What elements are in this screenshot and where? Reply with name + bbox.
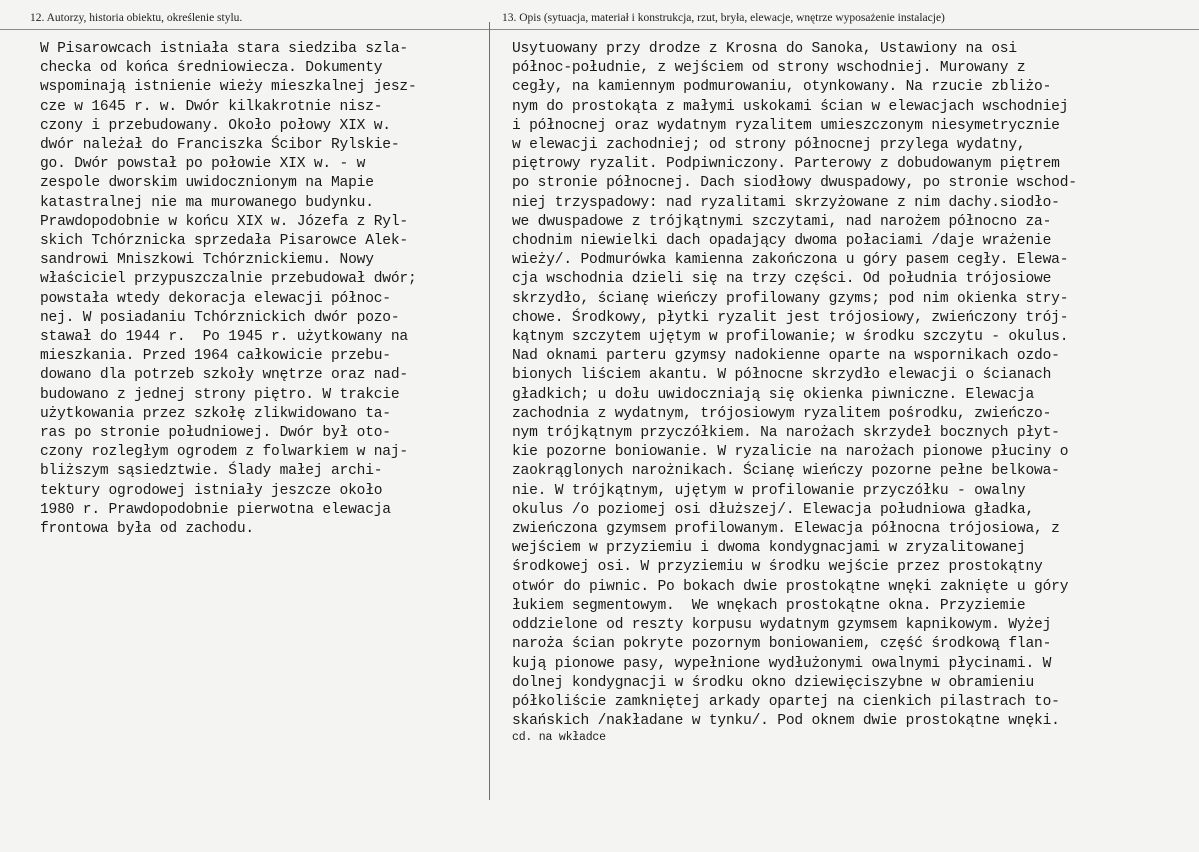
description-line: po stronie północnej. Dach siodłowy dwuspadowy, po stronie wschod- [512, 175, 1077, 192]
history-line: zespole dworskim uwidocznionym na Mapie [40, 175, 374, 192]
history-line: właściciel przypuszczalnie przebudował dwór; [40, 271, 417, 288]
description-line: chowe. Środkowy, płytki ryzalit jest trójosiowy, zwieńczony trój- [512, 309, 1069, 326]
history-line: Prawdopodobnie w końcu XIX w. Józefa z Ryl- [40, 213, 408, 230]
history-line: ras po stronie południowej. Dwór był oto- [40, 425, 391, 442]
description-line: łukiem segmentowym. We wnękach prostokątne okna. Przyziemie [512, 597, 1026, 614]
continuation-note: cd. na wkładce [512, 731, 606, 745]
description-line: kie pozorne boniowanie. W ryzalicie na narożach pionowe płuciny o [512, 444, 1069, 461]
description-line: wieży/. Podmurówka kamienna zakończona u góry pasem cegły. Elewa- [512, 252, 1069, 269]
description-line: zaokrąglonych narożnikach. Ścianę wieńczy pozorne pełne belkowa- [512, 463, 1060, 480]
history-line: stawał do 1944 r. Po 1945 r. użytkowany na [40, 329, 408, 346]
description-line: kują pionowe pasy, wypełnione wydłużonymi owalnymi płycinami. W [512, 655, 1052, 672]
history-line: czony rozległym ogrodem z folwarkiem w naj- [40, 444, 408, 461]
description-line: nym trójkątnym przyczółkiem. Na narożach skrzydeł bocznych płyt- [512, 425, 1060, 442]
history-line: wspominają istnienie wieży mieszkalnej jesz- [40, 79, 417, 96]
top-rule [0, 29, 1199, 30]
history-line: mieszkania. Przed 1964 całkowicie przebu- [40, 348, 391, 365]
description-line: okulus /o poziomej osi dłuższej/. Elewacja południowa gładka, [512, 501, 1035, 518]
column-divider [489, 22, 490, 800]
history-line: checka od końca średniowiecza. Dokumenty [40, 60, 383, 77]
description-line: niej trzyspadowy: nad ryzalitami skrzyżowane z nim dachy.siodło- [512, 194, 1060, 211]
description-line: i północnej oraz wydatnym ryzalitem umieszczonym niesymetrycznie [512, 117, 1060, 134]
description-line: środkowej osi. W przyziemiu w środku wejście przez prostokątny [512, 559, 1043, 576]
history-line: budowano z jednej strony piętro. W trakcie [40, 386, 400, 403]
history-line: cze w 1645 r. w. Dwór kilkakrotnie nisz- [40, 98, 383, 115]
history-line: 1980 r. Prawdopodobnie pierwotna elewacja [40, 501, 391, 518]
left-section-header: 12. Autorzy, historia obiektu, określenie stylu. [30, 12, 243, 24]
description-text-column [512, 40, 1177, 745]
history-line: skich Tchórznicka sprzedała Pisarowce Alek- [40, 233, 408, 250]
history-line: użytkowania przez szkołę zlikwidowano ta- [40, 405, 391, 422]
description-line: naroża ścian pokryte pozornym boniowaniem, część środkową flan- [512, 636, 1052, 653]
description-line: otwór do piwnic. Po bokach dwie prostokątne wnęki zaknięte u góry [512, 578, 1069, 595]
description-line: skrzydło, ścianę wieńczy profilowany gzyms; pod nim okienka stry- [512, 290, 1069, 307]
history-line: go. Dwór powstał po połowie XIX w. - w [40, 156, 366, 173]
description-line: zachodnia z wydatnym, trójosiowym ryzalitem pośrodku, zwieńczo- [512, 405, 1052, 422]
history-line: nej. W posiadaniu Tchórznickich dwór pozo- [40, 309, 400, 326]
history-text-column [40, 40, 470, 539]
description-line: we dwuspadowe z trójkątnymi szczytami, nad narożem północno za- [512, 213, 1052, 230]
history-line: dowano dla potrzeb szkoły wnętrze oraz nad- [40, 367, 408, 384]
history-line: tektury ogrodowej istniały jeszcze około [40, 482, 383, 499]
description-line: wejściem w przyziemiu i dwoma kondygnacjami w zryzalitowanej [512, 540, 1026, 557]
description-line: piętrowy ryzalit. Podpiwniczony. Parterowy z dobudowanym piętrem [512, 156, 1060, 173]
description-line: w elewacji zachodniej; od strony północnej przylega wydatny, [512, 137, 1026, 154]
description-line: cegły, na kamiennym podmurowaniu, otynkowany. Na rzucie zbliżo- [512, 79, 1052, 96]
description-line: kątnym szczytem ujętym w profilowanie; w środku szczytu - okulus. [512, 329, 1069, 346]
history-line: dwór należał do Franciszka Ścibor Rylskie- [40, 137, 400, 154]
description-line: gładkich; u dołu uwidoczniają się okienka piwniczne. Elewacja [512, 386, 1035, 403]
history-line: bliższym sąsiedztwie. Ślady małej archi- [40, 463, 383, 480]
history-line: W Pisarowcach istniała stara siedziba szla- [40, 41, 408, 57]
history-line: powstała wtedy dekoracja elewacji północ- [40, 290, 391, 307]
description-line: nie. W trójkątnym, ujętym w profilowanie przyczółku - owalny [512, 482, 1026, 499]
history-line: katastralnej nie ma murowanego budynku. [40, 194, 374, 211]
history-line: sandrowi Mniszkowi Tchórznickiemu. Nowy [40, 252, 374, 269]
description-line: cja wschodnia dzieli się na trzy części. Od południa trójosiowe [512, 271, 1052, 288]
description-line: północ-południe, z wejściem od strony wschodniej. Murowany z [512, 60, 1026, 77]
description-line: półkoliście zamkniętej arkady opartej na cienkich pilastrach to- [512, 693, 1060, 710]
description-line: Usytuowany przy drodze z Krosna do Sanoka, Ustawiony na osi [512, 41, 1017, 57]
description-line: Nad oknami parteru gzymsy nadokienne oparte na wspornikach ozdo- [512, 348, 1060, 365]
description-line: oddzielone od reszty korpusu wydatnym gzymsem kapnikowym. Wyżej [512, 617, 1052, 634]
description-line: chodnim niewielki dach opadający dwoma połaciami /daje wrażenie [512, 233, 1052, 250]
description-line: bionych liściem akantu. W północne skrzydło elewacji o ścianach [512, 367, 1052, 384]
history-line: frontowa była od zachodu. [40, 521, 254, 538]
description-line: skańskich /nakładane w tynku/. Pod oknem dwie prostokątne wnęki. [512, 713, 1060, 730]
description-line: nym do prostokąta z małymi uskokami ścian w elewacjach wschodniej [512, 98, 1069, 115]
history-line: czony i przebudowany. Około połowy XIX w. [40, 117, 391, 134]
description-line: zwieńczona gzymsem profilowanym. Elewacja północna trójosiowa, z [512, 521, 1060, 538]
description-line: dolnej kondygnacji w środku okno dziewięciszybne w obramieniu [512, 674, 1035, 691]
right-section-header: 13. Opis (sytuacja, materiał i konstrukcja, rzut, bryła, elewacje, wnętrze wyposażenie instalacje) [502, 12, 945, 24]
